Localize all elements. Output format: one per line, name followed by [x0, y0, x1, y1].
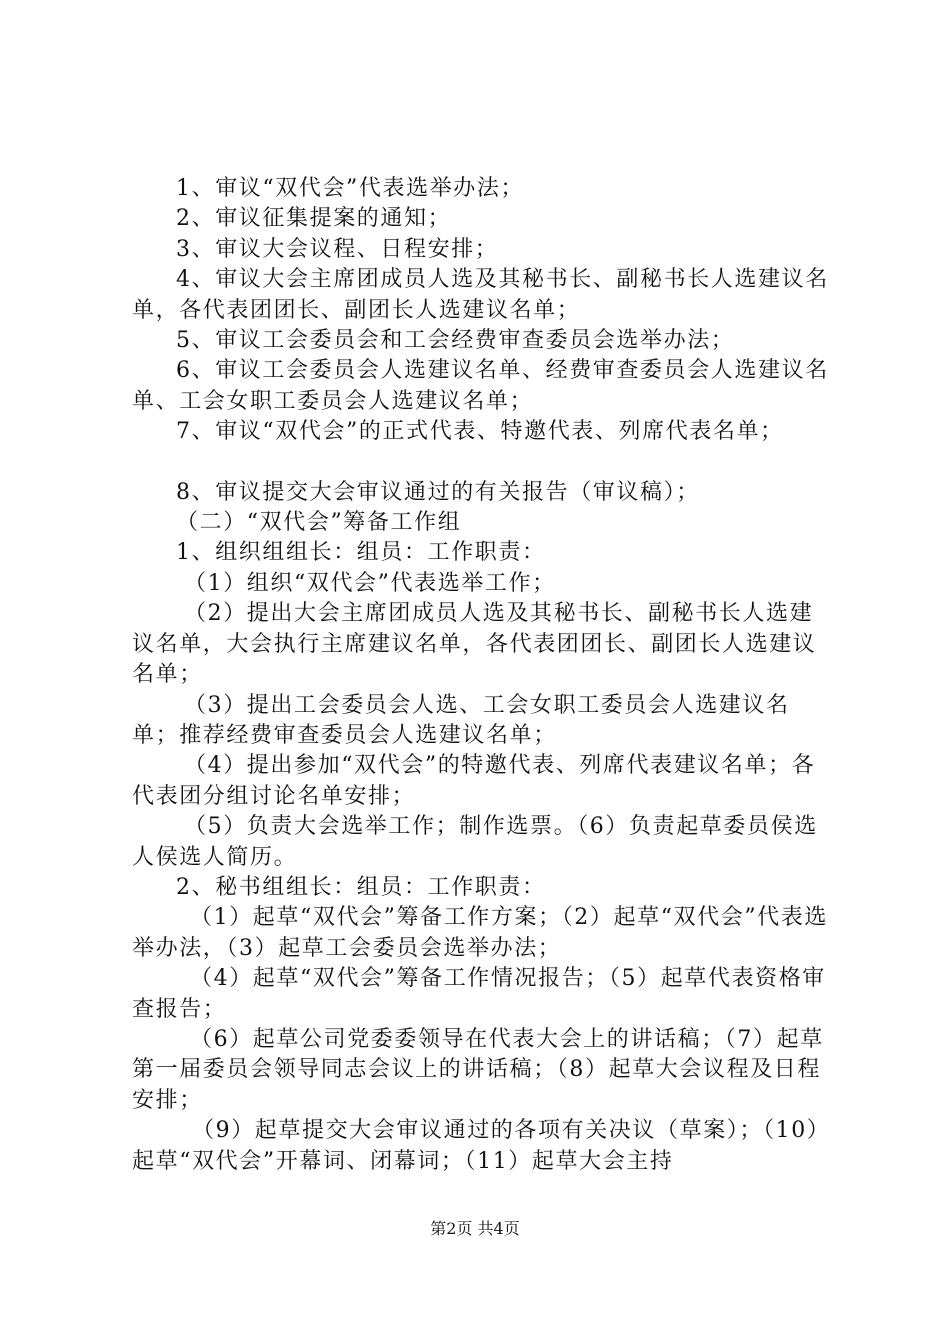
duty-item-3: （3）提出工会委员会人选、工会女职工委员会人选建议名单；推荐经费审查委员会人选建议名单； [132, 692, 790, 748]
group-heading-secretariat: 2、秘书组组长：组员：工作职责： [176, 874, 546, 900]
secretariat-item-2: （4）起草“双代会”筹备工作情况报告；（5）起草代表资格审查报告； [132, 966, 826, 1022]
document-body [132, 174, 832, 1177]
secretariat-item-4: （9）起草提交大会审议通过的各项有关决议（草案）；（10）起草“双代会”开幕词、闭幕词；（11）起草大会主持 [132, 1118, 831, 1174]
page-number-footer: 第2页 共4页 [430, 1219, 520, 1238]
paragraph-item-7: 7、审议“双代会”的正式代表、特邀代表、列席代表名单； [176, 419, 784, 445]
paragraph-item-4: 4、审议大会主席团成员人选及其秘书长、副秘书长人选建议名单，各代表团团长、副团长人选建议名单； [132, 267, 829, 323]
paragraph-item-8: 8、审议提交大会审议通过的有关报告（审议稿）； [176, 479, 700, 505]
duty-item-2: （2）提出大会主席团成员人选及其秘书长、副秘书长人选建议名单，大会执行主席建议名单，各代表团团长、副团长人选建议名单； [132, 601, 817, 688]
duty-item-4: （4）提出参加“双代会”的特邀代表、列席代表建议名单；各代表团分组讨论名单安排； [132, 753, 816, 809]
duty-item-5: （5）负责大会选举工作；制作选票。（6）负责起草委员侯选人侯选人简历。 [132, 814, 818, 870]
paragraph-item-6: 6、审议工会委员会人选建议名单、经费审查委员会人选建议名单、工会女职工委员会人选建议名单； [132, 358, 829, 414]
section-heading: （二）“双代会”筹备工作组 [176, 510, 462, 536]
duty-item-1: （1）组织“双代会”代表选举工作； [184, 570, 556, 596]
paragraph-item-3: 3、审议大会议程、日程安排； [176, 236, 499, 262]
paragraph-item-2: 2、审议征集提案的通知； [176, 206, 452, 232]
paragraph-item-5: 5、审议工会委员会和工会经费审查委员会选举办法； [176, 328, 735, 354]
group-heading-organization: 1、组织组组长：组员：工作职责： [176, 540, 546, 566]
secretariat-item-1: （1）起草“双代会”筹备工作方案；（2）起草“双代会”代表选举办法，（3）起草工会委员会选举办法； [132, 905, 828, 961]
secretariat-item-3: （6）起草公司党委委领导在代表大会上的讲话稿；（7）起草第一届委员会领导同志会议上的讲话稿；（8）起草大会议程及日程安排； [132, 1026, 824, 1113]
paragraph-item-1: 1、审议“双代会”代表选举办法； [176, 176, 525, 201]
